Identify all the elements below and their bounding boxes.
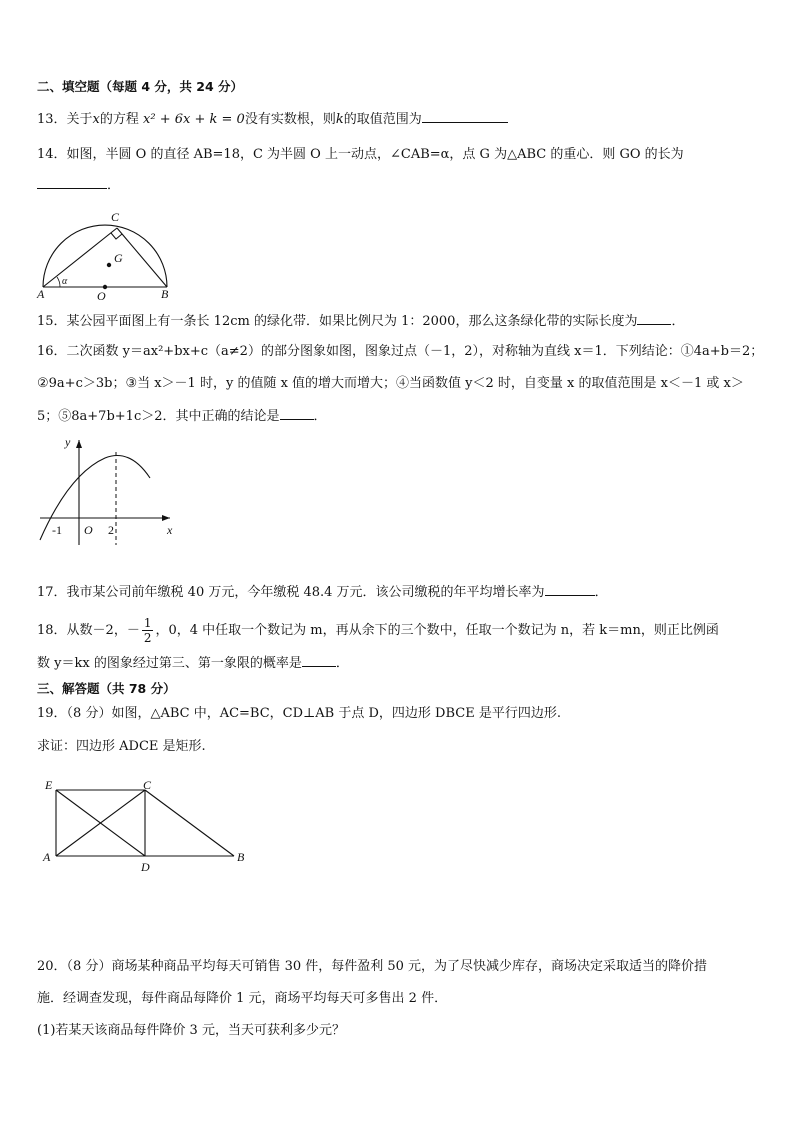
q13-var-x: x bbox=[92, 112, 100, 127]
q16-label-origin: O bbox=[84, 523, 93, 537]
q14-label-a: A bbox=[37, 287, 45, 301]
q14-end: ． bbox=[107, 178, 121, 193]
question-20-line-1: 20．（8 分）商场某种商品平均每天可销售 30 件，每件盈利 50 元，为了尽快减少库存，商场决定采取适当的降价措 bbox=[37, 959, 708, 974]
q14-label-b: B bbox=[161, 287, 169, 301]
q16-label-x: x bbox=[167, 523, 173, 537]
question-19-line-2: 求证：四边形 ADCE 是矩形. bbox=[37, 739, 206, 754]
q18-prefix: 18．从数－2，－ bbox=[37, 623, 140, 638]
q19-label-c: C bbox=[143, 778, 152, 792]
q16-line3-text: 5；⑤8a+7b+1c＞2．其中正确的结论是 bbox=[37, 409, 280, 424]
q13-var-k: k bbox=[335, 112, 344, 127]
q16-label-y: y bbox=[65, 435, 71, 449]
question-20-line-3: (1)若某天该商品每件降价 3 元，当天可获利多少元？ bbox=[37, 1023, 345, 1038]
q19-label-a: A bbox=[43, 850, 51, 864]
q19-label-e: E bbox=[45, 778, 53, 792]
q19-segment-cb bbox=[145, 790, 234, 856]
q14-label-c: C bbox=[111, 210, 120, 224]
q19-label-d: D bbox=[141, 860, 150, 874]
q14-label-o: O bbox=[97, 289, 106, 303]
q18-line2-text: 数 y＝kx 的图象经过第三、第一象限的概率是 bbox=[37, 656, 302, 671]
q14-label-alpha: α bbox=[62, 276, 68, 287]
q16-end: ． bbox=[313, 409, 327, 424]
question-19-line-1: 19．（8 分）如图，△ABC 中，AC=BC，CD⊥AB 于点 D，四边形 DBCE 是平行四边形. bbox=[37, 706, 561, 721]
q16-label-minus1: -1 bbox=[52, 523, 62, 537]
q17-text: 17．我市某公司前年缴税 40 万元，今年缴税 48.4 万元．该公司缴税的年平均增长率为 bbox=[37, 585, 545, 600]
question-20-line-2: 施．经调查发现，每件商品每降价 1 元，商场平均每天可多售出 2 件． bbox=[37, 991, 448, 1006]
q17-end: ． bbox=[594, 585, 608, 600]
question-14: 14．如图，半圆 O 的直径 AB=18，C 为半圆 O 上一动点，∠CAB=α，点 G 为△ABC 的重心．则 GO 的长为 bbox=[37, 147, 684, 162]
q13-mid: 的方程 bbox=[99, 112, 139, 127]
section-3-title: 三、解答题（共 78 分） bbox=[37, 681, 176, 696]
q18-end: ． bbox=[335, 656, 349, 671]
q19-label-b: B bbox=[237, 850, 245, 864]
q18-frac-den: 2 bbox=[143, 631, 152, 645]
q18-mid: ，0，4 中任取一个数记为 m，再从余下的三个数中，任取一个数记为 n，若 k＝mn，则正比例函 bbox=[155, 623, 719, 638]
q13-suffix: 的取值范围为 bbox=[343, 112, 422, 127]
q15-end: ． bbox=[671, 314, 685, 329]
q15-text: 15．某公园平面图上有一条长 12cm 的绿化带．如果比例尺为 1：2000，那么这条绿化带的实际长度为 bbox=[37, 314, 638, 329]
question-16-line-2: ②9a+c＞3b；③当 x＞－1 时，y 的值随 x 值的增大而增大；④当函数值 y＜2 时，自变量 x 的取值范围是 x＜－1 或 x＞ bbox=[37, 376, 744, 391]
q14-label-g: G bbox=[114, 251, 123, 265]
section-2-title: 二、填空题（每题 4 分，共 24 分） bbox=[37, 79, 244, 94]
q13-prefix: 13．关于 bbox=[37, 112, 93, 127]
q13-equation: x² + 6x + k = 0 bbox=[143, 112, 245, 127]
q16-label-two: 2 bbox=[108, 523, 114, 537]
q18-frac-num: 1 bbox=[143, 616, 152, 630]
question-16-line-1: 16．二次函数 y＝ax²+bx+c（a≠2）的部分图象如图，图象过点（－1，2），对称轴为直线 x＝1．下列结论：①4a+b＝2； bbox=[37, 344, 764, 359]
q13-after-eq: 没有实数根，则 bbox=[244, 112, 336, 127]
